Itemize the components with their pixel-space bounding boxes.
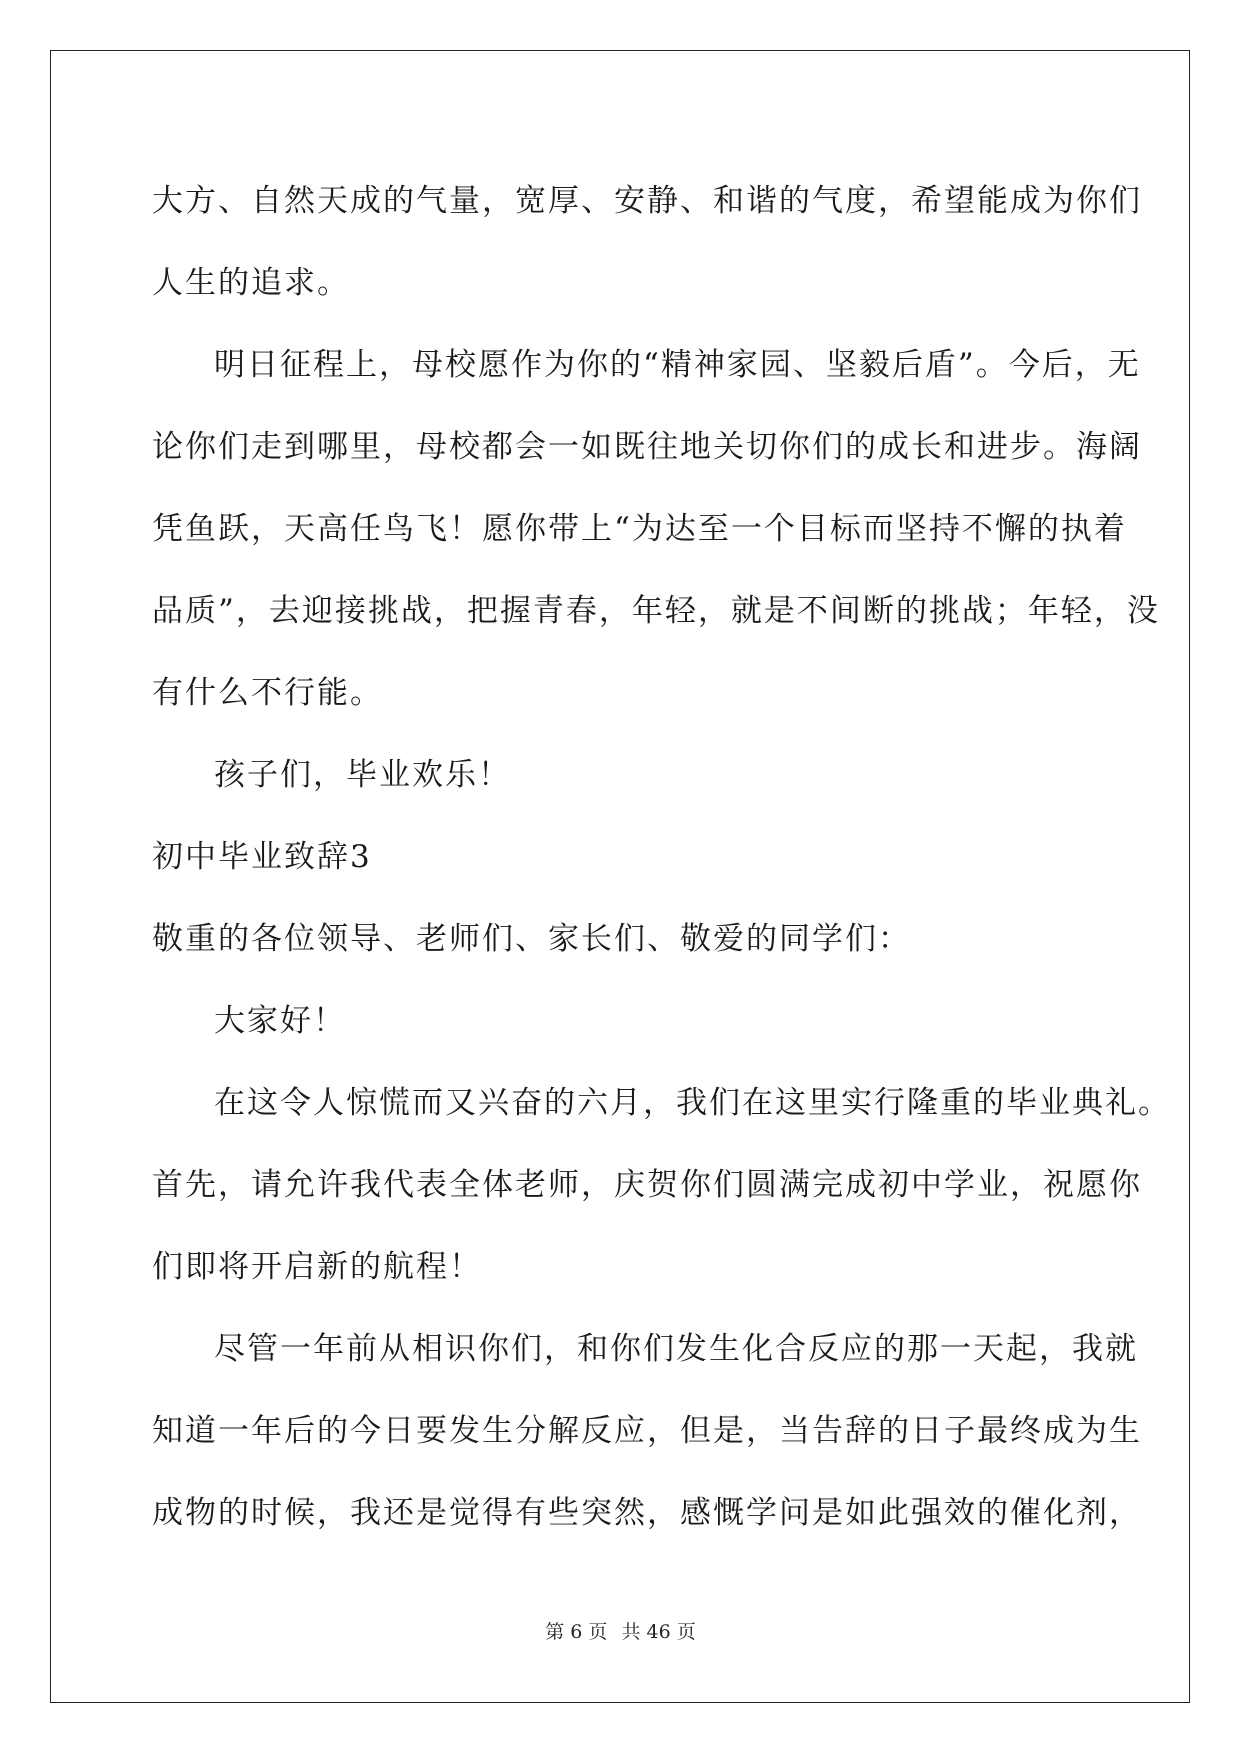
salutation: 敬重的各位领导、老师们、家长们、敬爱的同学们： (152, 921, 911, 957)
text-line: 论你们走到哪里，母校都会一如既往地关切你们的成长和进步。海阔 (152, 429, 1142, 465)
greeting: 大家好！ (214, 1003, 346, 1039)
text-line: 凭鱼跃，天高任鸟飞！愿你带上“为达至一个目标而坚持不懈的执着 (152, 511, 1127, 547)
section-heading: 初中毕业致辞3 (152, 839, 372, 875)
text-line: 大方、自然天成的气量，宽厚、安静、和谐的气度，希望能成为你们 (152, 183, 1142, 219)
text-line: 有什么不行能。 (152, 675, 383, 711)
page-footer (0, 1617, 1241, 1644)
text-line: 在这令人惊慌而又兴奋的六月，我们在这里实行隆重的毕业典礼。 (214, 1085, 1171, 1121)
text-line: 们即将开启新的航程！ (152, 1249, 482, 1285)
text-line: 品质”，去迎接挑战，把握青春，年轻，就是不间断的挑战；年轻，没 (152, 593, 1160, 629)
text-line: 明日征程上，母校愿作为你的“精神家园、坚毅后盾”。今后，无 (214, 347, 1141, 383)
text-line: 尽管一年前从相识你们，和你们发生化合反应的那一天起，我就 (214, 1331, 1138, 1367)
document-body (152, 160, 1171, 1554)
page-number: 第 6 页 (545, 1621, 608, 1643)
text-line: 孩子们，毕业欢乐！ (214, 757, 511, 793)
text-line: 知道一年后的今日要发生分解反应，但是，当告辞的日子最终成为生 (152, 1413, 1142, 1449)
text-line: 人生的追求。 (152, 265, 350, 301)
text-line: 首先，请允许我代表全体老师，庆贺你们圆满完成初中学业，祝愿你 (152, 1167, 1142, 1203)
text-line: 成物的时候，我还是觉得有些突然，感慨学问是如此强效的催化剂， (152, 1495, 1142, 1531)
page-total: 共 46 页 (621, 1621, 696, 1643)
